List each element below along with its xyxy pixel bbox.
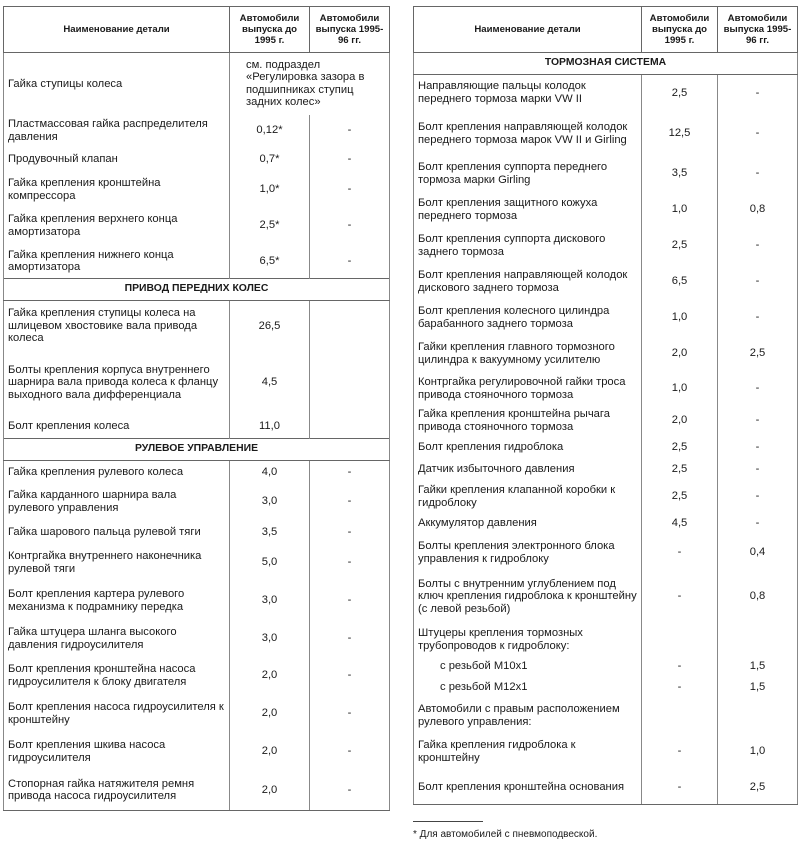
table-row (4, 657, 390, 695)
part-name: Болт крепления шкива насоса гидроусилителя (4, 733, 230, 771)
torque-1995-96: - (310, 461, 390, 483)
part-name: Гайка крепления кронштейна компрессора (4, 173, 230, 207)
torque-1995-96: - (310, 115, 390, 147)
part-name: Гайка штуцера шланга высокого давления гидроусилителя (4, 621, 230, 657)
part-name: Гайки крепления главного тормозного цилиндра к вакуумному усилителю (414, 335, 642, 373)
table-row (414, 111, 798, 157)
part-name: Болты крепления корпуса внутреннего шарнира вала привода колеса к фланцу выходного вала дифференциала (4, 351, 230, 415)
torque-before-1995: 3,0 (230, 621, 310, 657)
table-row (414, 677, 798, 699)
table-row (4, 351, 390, 415)
table-row (4, 301, 390, 351)
table-row (414, 301, 798, 335)
table-row (4, 415, 390, 439)
table-row (414, 459, 798, 481)
torque-before-1995: - (642, 771, 718, 805)
part-name: Датчик избыточного давления (414, 459, 642, 481)
part-name: Направляющие пальцы колодок переднего тормоза марки VW II (414, 75, 642, 111)
torque-1995-96: - (310, 771, 390, 811)
table-row (414, 373, 798, 405)
torque-1995-96: 2,5 (718, 771, 798, 805)
part-name: Гайка крепления кронштейна рычага привода стояночного тормоза (414, 405, 642, 437)
torque-before-1995: 3,0 (230, 483, 310, 521)
table-row (414, 229, 798, 263)
torque-before-1995: 1,0* (230, 173, 310, 207)
torque-1995-96: 0,4 (718, 535, 798, 571)
header-col1-right: Автомобили выпуска до 1995 г. (642, 7, 718, 53)
torque-before-1995: - (642, 657, 718, 677)
part-name: Контргайка внутреннего наконечника рулевой тяги (4, 545, 230, 581)
table-row (414, 699, 798, 733)
part-name: Гайка ступицы колеса (4, 53, 230, 115)
torque-1995-96 (310, 301, 390, 351)
torque-1995-96 (310, 351, 390, 415)
torque-1995-96: 2,5 (718, 335, 798, 373)
part-name: Пластмассовая гайка распределителя давления (4, 115, 230, 147)
torque-before-1995: 0,7* (230, 147, 310, 173)
torque-before-1995: - (642, 571, 718, 623)
torque-1995-96: - (718, 481, 798, 513)
table-row (4, 245, 390, 279)
torque-before-1995: 2,5 (642, 481, 718, 513)
footnote-rule (413, 821, 483, 822)
torque-before-1995: 6,5* (230, 245, 310, 279)
table-row (4, 147, 390, 173)
table-row (414, 771, 798, 805)
torque-before-1995: 2,0 (230, 771, 310, 811)
torque-before-1995: 2,5 (642, 229, 718, 263)
table-row (414, 481, 798, 513)
torque-before-1995: 3,5 (642, 157, 718, 191)
torque-before-1995: 0,12* (230, 115, 310, 147)
torque-before-1995: 4,5 (230, 351, 310, 415)
table-row (414, 571, 798, 623)
footnote: * Для автомобилей с пневмоподвеской. (413, 829, 598, 840)
torque-1995-96: - (718, 437, 798, 459)
torque-before-1995 (642, 623, 718, 657)
part-name: Гайка шарового пальца рулевой тяги (4, 521, 230, 545)
table-row (4, 483, 390, 521)
table-row (414, 335, 798, 373)
part-name: с резьбой М12х1 (414, 677, 642, 699)
table-row (4, 695, 390, 733)
part-name: Гайки крепления клапанной коробки к гидроблоку (414, 481, 642, 513)
torque-1995-96: - (310, 657, 390, 695)
part-name: Болт крепления насоса гидроусилителя к кронштейну (4, 695, 230, 733)
table-row (4, 115, 390, 147)
torque-before-1995: - (642, 733, 718, 771)
part-name: Болт крепления направляющей колодок переднего тормоза марок VW II и Girling (414, 111, 642, 157)
torque-before-1995: 2,0 (642, 335, 718, 373)
part-name: Аккумулятор давления (414, 513, 642, 535)
torque-1995-96: - (718, 513, 798, 535)
torque-before-1995: 1,0 (642, 373, 718, 405)
torque-1995-96: - (718, 301, 798, 335)
section-title: ТОРМОЗНАЯ СИСТЕМА (414, 53, 798, 75)
part-name: Контргайка регулировочной гайки троса привода стояночного тормоза (414, 373, 642, 405)
part-name: Автомобили с правым расположением рулевого управления: (414, 699, 642, 733)
part-name: Гайка крепления нижнего конца амортизатора (4, 245, 230, 279)
table-row (4, 621, 390, 657)
table-row (4, 521, 390, 545)
part-name: Болт крепления направляющей колодок дискового заднего тормоза (414, 263, 642, 301)
torque-1995-96: - (718, 263, 798, 301)
torque-1995-96: - (310, 483, 390, 521)
torque-before-1995: 2,0 (230, 657, 310, 695)
table-row (4, 771, 390, 811)
torque-1995-96 (718, 699, 798, 733)
torque-before-1995: 11,0 (230, 415, 310, 439)
table-row (4, 207, 390, 245)
part-name: Болт крепления суппорта дискового заднего тормоза (414, 229, 642, 263)
torque-1995-96: 1,0 (718, 733, 798, 771)
header-col2-right: Автомобили выпуска 1995-96 гг. (718, 7, 798, 53)
table-row (4, 581, 390, 621)
torque-1995-96: - (310, 733, 390, 771)
table-row (414, 405, 798, 437)
torque-1995-96: 1,5 (718, 657, 798, 677)
torque-1995-96 (718, 623, 798, 657)
part-name: Гайка крепления верхнего конца амортизатора (4, 207, 230, 245)
torque-before-1995: 26,5 (230, 301, 310, 351)
torque-1995-96: - (718, 229, 798, 263)
part-name: Гайка крепления рулевого колеса (4, 461, 230, 483)
part-name: Болт крепления кронштейна насоса гидроусилителя к блоку двигателя (4, 657, 230, 695)
torque-before-1995: 12,5 (642, 111, 718, 157)
part-name: Болт крепления суппорта переднего тормоза марки Girling (414, 157, 642, 191)
header-name-right: Наименование детали (414, 7, 642, 53)
table-row (414, 623, 798, 657)
torque-1995-96: - (718, 111, 798, 157)
torque-before-1995: 2,0 (230, 733, 310, 771)
torque-before-1995: 4,0 (230, 461, 310, 483)
table-row (4, 545, 390, 581)
table-row (414, 657, 798, 677)
torque-before-1995: 6,5 (642, 263, 718, 301)
torque-before-1995: - (642, 535, 718, 571)
torque-before-1995: 5,0 (230, 545, 310, 581)
header-col1: Автомобили выпуска до 1995 г. (230, 7, 310, 53)
torque-before-1995: 2,5 (642, 437, 718, 459)
table-row (414, 437, 798, 459)
header-name: Наименование детали (4, 7, 230, 53)
torque-before-1995: 1,0 (642, 301, 718, 335)
table-row (4, 461, 390, 483)
torque-before-1995: 3,0 (230, 581, 310, 621)
part-name: Болт крепления защитного кожуха переднего тормоза (414, 191, 642, 229)
table-row (4, 733, 390, 771)
part-name: Болт крепления картера рулевого механизма к подрамнику передка (4, 581, 230, 621)
torque-1995-96: - (310, 147, 390, 173)
torque-before-1995: 4,5 (642, 513, 718, 535)
torque-1995-96: - (310, 173, 390, 207)
torque-1995-96: - (718, 373, 798, 405)
torque-note: см. подраздел «Регулировка зазора в подшипниках ступиц задних колес» (230, 53, 390, 115)
torque-1995-96: - (310, 581, 390, 621)
torque-before-1995: 3,5 (230, 521, 310, 545)
torque-before-1995: 2,5 (642, 75, 718, 111)
table-row (414, 535, 798, 571)
part-name: Гайка крепления ступицы колеса на шлицевом хвостовике вала привода колеса (4, 301, 230, 351)
torque-1995-96: - (310, 245, 390, 279)
torque-1995-96: 0,8 (718, 191, 798, 229)
table-row (414, 191, 798, 229)
part-name: Болт крепления гидроблока (414, 437, 642, 459)
section-header (4, 439, 390, 461)
torque-1995-96: - (718, 157, 798, 191)
torque-before-1995: - (642, 677, 718, 699)
torque-1995-96: - (718, 405, 798, 437)
table-row (414, 263, 798, 301)
part-name: Болты крепления электронного блока управления к гидроблоку (414, 535, 642, 571)
torque-before-1995: 2,0 (642, 405, 718, 437)
table-row (414, 75, 798, 111)
part-name: Продувочный клапан (4, 147, 230, 173)
part-name: Болт крепления кронштейна основания (414, 771, 642, 805)
part-name: с резьбой М10х1 (414, 657, 642, 677)
torque-1995-96: - (718, 75, 798, 111)
header-col2: Автомобили выпуска 1995-96 гг. (310, 7, 390, 53)
part-name: Стопорная гайка натяжителя ремня привода насоса гидроусилителя (4, 771, 230, 811)
torque-before-1995: 2,0 (230, 695, 310, 733)
torque-before-1995: 1,0 (642, 191, 718, 229)
section-title: ПРИВОД ПЕРЕДНИХ КОЛЕС (4, 279, 390, 301)
torque-table-right (413, 6, 798, 805)
torque-1995-96: - (310, 621, 390, 657)
torque-1995-96: - (310, 695, 390, 733)
section-header (4, 279, 390, 301)
torque-1995-96 (310, 415, 390, 439)
torque-1995-96: - (310, 521, 390, 545)
torque-1995-96: 0,8 (718, 571, 798, 623)
part-name: Гайка карданного шарнира вала рулевого управления (4, 483, 230, 521)
torque-before-1995: 2,5 (642, 459, 718, 481)
torque-1995-96: - (310, 207, 390, 245)
table-row (4, 53, 390, 115)
section-header (414, 53, 798, 75)
part-name: Болт крепления колесного цилиндра барабанного заднего тормоза (414, 301, 642, 335)
table-row (414, 733, 798, 771)
torque-before-1995 (642, 699, 718, 733)
part-name: Болты с внутренним углублением под ключ крепления гидроблока к кронштейну (с левой резьбой) (414, 571, 642, 623)
torque-before-1995: 2,5* (230, 207, 310, 245)
table-row (414, 157, 798, 191)
part-name: Гайка крепления гидроблока к кронштейну (414, 733, 642, 771)
torque-1995-96: - (310, 545, 390, 581)
section-title: РУЛЕВОЕ УПРАВЛЕНИЕ (4, 439, 390, 461)
table-row (4, 173, 390, 207)
part-name: Штуцеры крепления тормозных трубопроводов к гидроблоку: (414, 623, 642, 657)
torque-1995-96: - (718, 459, 798, 481)
torque-table-left (3, 6, 390, 811)
torque-1995-96: 1,5 (718, 677, 798, 699)
part-name: Болт крепления колеса (4, 415, 230, 439)
table-row (414, 513, 798, 535)
